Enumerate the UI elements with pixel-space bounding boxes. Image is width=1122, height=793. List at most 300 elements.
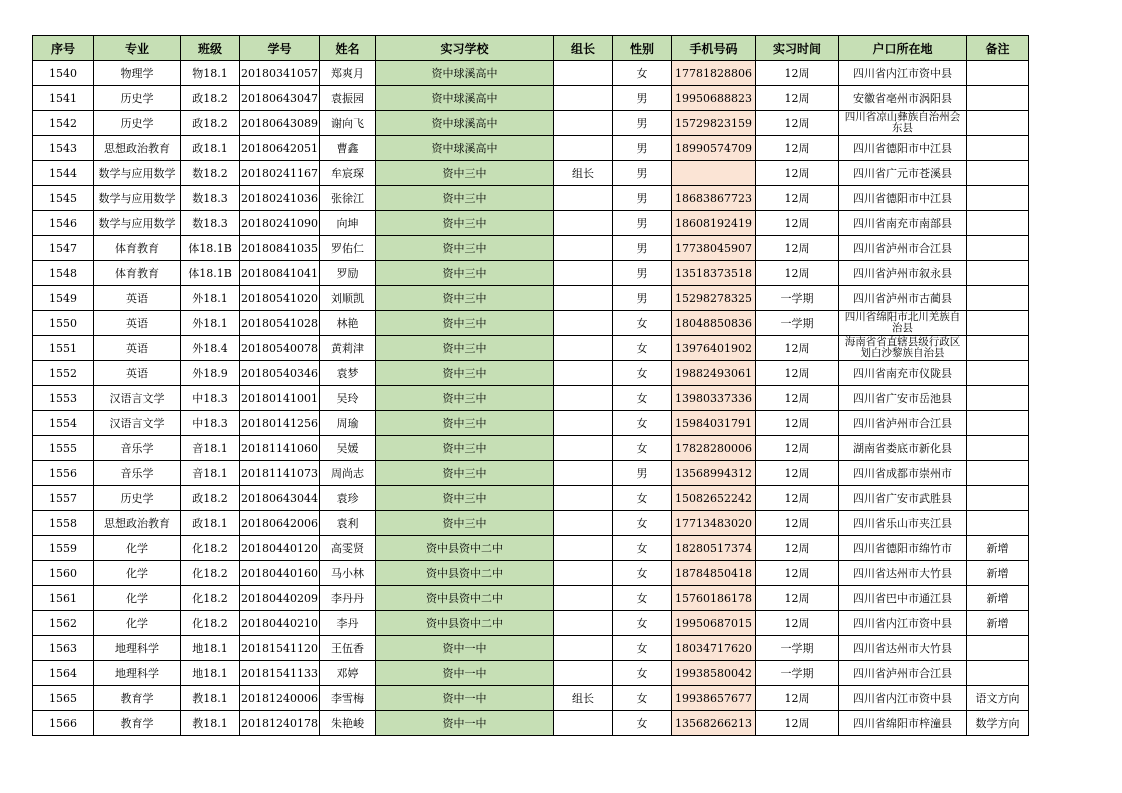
cell-index: 1562 — [33, 611, 94, 636]
cell-index: 1547 — [33, 236, 94, 261]
cell-major: 教育学 — [94, 711, 181, 736]
cell-phone: 18608192419 — [671, 211, 755, 236]
cell-leader — [553, 361, 612, 386]
cell-index: 1566 — [33, 711, 94, 736]
cell-gender: 女 — [612, 511, 671, 536]
cell-student-id: 20180841035 — [240, 236, 320, 261]
cell-student-id: 20180440160 — [240, 561, 320, 586]
header-cell-gender: 性别 — [612, 36, 671, 61]
cell-leader — [553, 586, 612, 611]
cell-class: 政18.2 — [181, 86, 240, 111]
cell-class: 外18.4 — [181, 336, 240, 361]
cell-phone: 17713483020 — [671, 511, 755, 536]
cell-remark — [966, 361, 1028, 386]
cell-name: 牟宸琛 — [319, 161, 375, 186]
cell-leader — [553, 711, 612, 736]
cell-remark: 数学方向 — [966, 711, 1028, 736]
cell-student-id: 20181141060 — [240, 436, 320, 461]
cell-class: 政18.2 — [181, 111, 240, 136]
cell-student-id: 20180141256 — [240, 411, 320, 436]
cell-class: 政18.1 — [181, 511, 240, 536]
cell-index: 1560 — [33, 561, 94, 586]
cell-leader — [553, 186, 612, 211]
cell-student-id: 20180241036 — [240, 186, 320, 211]
header-cell-leader: 组长 — [553, 36, 612, 61]
cell-phone: 19950688823 — [671, 86, 755, 111]
cell-duration: 一学期 — [755, 286, 838, 311]
cell-phone: 18048850836 — [671, 311, 755, 336]
cell-phone — [671, 161, 755, 186]
cell-major: 历史学 — [94, 111, 181, 136]
cell-school: 资中三中 — [375, 361, 553, 386]
cell-major: 汉语言文学 — [94, 411, 181, 436]
table-row — [33, 386, 1029, 411]
cell-gender: 女 — [612, 361, 671, 386]
cell-gender: 女 — [612, 61, 671, 86]
cell-leader — [553, 486, 612, 511]
cell-phone: 17738045907 — [671, 236, 755, 261]
cell-remark: 新增 — [966, 536, 1028, 561]
cell-leader — [553, 636, 612, 661]
cell-duration: 12周 — [755, 561, 838, 586]
cell-name: 袁利 — [319, 511, 375, 536]
table-row — [33, 186, 1029, 211]
cell-leader — [553, 61, 612, 86]
cell-hometown: 四川省南充市仪陇县 — [838, 361, 966, 386]
cell-phone: 18034717620 — [671, 636, 755, 661]
cell-index: 1551 — [33, 336, 94, 361]
cell-remark — [966, 236, 1028, 261]
cell-index: 1554 — [33, 411, 94, 436]
table-row — [33, 161, 1029, 186]
cell-gender: 女 — [612, 436, 671, 461]
cell-major: 历史学 — [94, 86, 181, 111]
cell-duration: 12周 — [755, 361, 838, 386]
cell-index: 1540 — [33, 61, 94, 86]
cell-major: 思想政治教育 — [94, 136, 181, 161]
header-cell-hometown: 户口所在地 — [838, 36, 966, 61]
cell-name: 李丹丹 — [319, 586, 375, 611]
table-row — [33, 61, 1029, 86]
cell-hometown: 四川省南充市南部县 — [838, 211, 966, 236]
table-row — [33, 486, 1029, 511]
cell-major: 化学 — [94, 586, 181, 611]
cell-class: 音18.1 — [181, 461, 240, 486]
cell-leader — [553, 611, 612, 636]
cell-hometown: 四川省德阳市中江县 — [838, 186, 966, 211]
cell-hometown: 四川省泸州市古蔺县 — [838, 286, 966, 311]
cell-class: 外18.1 — [181, 311, 240, 336]
cell-hometown: 海南省省直辖县级行政区划白沙黎族自治县 — [838, 336, 966, 361]
cell-hometown: 四川省内江市资中县 — [838, 61, 966, 86]
cell-major: 数学与应用数学 — [94, 186, 181, 211]
cell-name: 罗励 — [319, 261, 375, 286]
cell-class: 地18.1 — [181, 636, 240, 661]
cell-student-id: 20181240006 — [240, 686, 320, 711]
cell-student-id: 20180440209 — [240, 586, 320, 611]
header-cell-name: 姓名 — [319, 36, 375, 61]
header-cell-class: 班级 — [181, 36, 240, 61]
cell-gender: 女 — [612, 611, 671, 636]
cell-student-id: 20180643089 — [240, 111, 320, 136]
cell-school: 资中球溪高中 — [375, 86, 553, 111]
cell-class: 体18.1B — [181, 261, 240, 286]
table-row — [33, 86, 1029, 111]
cell-duration: 12周 — [755, 436, 838, 461]
table-row — [33, 111, 1029, 136]
cell-hometown: 四川省成都市崇州市 — [838, 461, 966, 486]
cell-leader — [553, 411, 612, 436]
cell-index: 1543 — [33, 136, 94, 161]
cell-major: 体育教育 — [94, 236, 181, 261]
cell-gender: 男 — [612, 461, 671, 486]
cell-school: 资中三中 — [375, 311, 553, 336]
cell-gender: 男 — [612, 86, 671, 111]
cell-index: 1545 — [33, 186, 94, 211]
cell-school: 资中三中 — [375, 411, 553, 436]
cell-duration: 一学期 — [755, 661, 838, 686]
cell-gender: 女 — [612, 336, 671, 361]
cell-remark — [966, 186, 1028, 211]
cell-student-id: 20181141073 — [240, 461, 320, 486]
cell-phone: 15760186178 — [671, 586, 755, 611]
cell-name: 郑爽月 — [319, 61, 375, 86]
cell-class: 物18.1 — [181, 61, 240, 86]
cell-student-id: 20180241167 — [240, 161, 320, 186]
cell-remark — [966, 311, 1028, 336]
table-row — [33, 611, 1029, 636]
table-row — [33, 461, 1029, 486]
cell-hometown: 四川省广元市苍溪县 — [838, 161, 966, 186]
student-internship-table — [32, 35, 1029, 736]
table-row — [33, 136, 1029, 161]
cell-major: 音乐学 — [94, 461, 181, 486]
cell-hometown: 四川省凉山彝族自治州会东县 — [838, 111, 966, 136]
cell-duration: 12周 — [755, 61, 838, 86]
cell-class: 化18.2 — [181, 586, 240, 611]
cell-remark: 新增 — [966, 611, 1028, 636]
cell-phone: 19950687015 — [671, 611, 755, 636]
cell-hometown: 四川省绵阳市北川羌族自治县 — [838, 311, 966, 336]
cell-hometown: 四川省内江市资中县 — [838, 611, 966, 636]
table-row — [33, 286, 1029, 311]
cell-duration: 12周 — [755, 511, 838, 536]
cell-leader: 组长 — [553, 161, 612, 186]
cell-index: 1546 — [33, 211, 94, 236]
cell-school: 资中一中 — [375, 636, 553, 661]
cell-school: 资中三中 — [375, 436, 553, 461]
cell-student-id: 20180643044 — [240, 486, 320, 511]
cell-student-id: 20180440210 — [240, 611, 320, 636]
cell-name: 周尚志 — [319, 461, 375, 486]
cell-school: 资中三中 — [375, 286, 553, 311]
table-row — [33, 711, 1029, 736]
cell-major: 音乐学 — [94, 436, 181, 461]
cell-leader — [553, 386, 612, 411]
cell-leader — [553, 461, 612, 486]
cell-remark — [966, 161, 1028, 186]
cell-duration: 12周 — [755, 611, 838, 636]
cell-leader: 组长 — [553, 686, 612, 711]
cell-name: 吴玲 — [319, 386, 375, 411]
cell-phone: 13568994312 — [671, 461, 755, 486]
cell-remark — [966, 86, 1028, 111]
cell-phone: 15298278325 — [671, 286, 755, 311]
cell-hometown: 湖南省娄底市新化县 — [838, 436, 966, 461]
cell-duration: 12周 — [755, 86, 838, 111]
cell-name: 曹鑫 — [319, 136, 375, 161]
cell-index: 1556 — [33, 461, 94, 486]
cell-index: 1549 — [33, 286, 94, 311]
table-row — [33, 686, 1029, 711]
cell-leader — [553, 536, 612, 561]
cell-name: 黄莉津 — [319, 336, 375, 361]
cell-phone: 19938657677 — [671, 686, 755, 711]
table-row — [33, 536, 1029, 561]
cell-phone: 17828280006 — [671, 436, 755, 461]
cell-gender: 女 — [612, 561, 671, 586]
cell-name: 袁振园 — [319, 86, 375, 111]
cell-class: 中18.3 — [181, 386, 240, 411]
cell-school: 资中球溪高中 — [375, 111, 553, 136]
cell-class: 中18.3 — [181, 411, 240, 436]
cell-gender: 男 — [612, 286, 671, 311]
cell-major: 英语 — [94, 361, 181, 386]
cell-student-id: 20180540078 — [240, 336, 320, 361]
cell-class: 化18.2 — [181, 611, 240, 636]
cell-gender: 男 — [612, 261, 671, 286]
cell-duration: 12周 — [755, 711, 838, 736]
cell-remark — [966, 61, 1028, 86]
cell-index: 1565 — [33, 686, 94, 711]
cell-leader — [553, 561, 612, 586]
cell-gender: 女 — [612, 536, 671, 561]
cell-index: 1561 — [33, 586, 94, 611]
table-row — [33, 236, 1029, 261]
cell-major: 化学 — [94, 611, 181, 636]
cell-hometown: 四川省达州市大竹县 — [838, 636, 966, 661]
cell-major: 化学 — [94, 561, 181, 586]
cell-duration: 12周 — [755, 236, 838, 261]
cell-phone: 18683867723 — [671, 186, 755, 211]
cell-class: 数18.3 — [181, 211, 240, 236]
cell-name: 马小林 — [319, 561, 375, 586]
header-row — [33, 36, 1029, 61]
cell-remark — [966, 336, 1028, 361]
cell-major: 教育学 — [94, 686, 181, 711]
cell-major: 地理科学 — [94, 636, 181, 661]
cell-index: 1555 — [33, 436, 94, 461]
cell-phone: 18280517374 — [671, 536, 755, 561]
cell-remark — [966, 136, 1028, 161]
cell-class: 教18.1 — [181, 686, 240, 711]
table-row — [33, 311, 1029, 336]
table-row — [33, 336, 1029, 361]
cell-remark — [966, 511, 1028, 536]
cell-name: 邓婷 — [319, 661, 375, 686]
cell-hometown: 四川省泸州市合江县 — [838, 661, 966, 686]
cell-leader — [553, 261, 612, 286]
cell-gender: 女 — [612, 486, 671, 511]
cell-student-id: 20180241090 — [240, 211, 320, 236]
cell-class: 体18.1B — [181, 236, 240, 261]
cell-leader — [553, 86, 612, 111]
cell-remark — [966, 261, 1028, 286]
cell-index: 1548 — [33, 261, 94, 286]
cell-school: 资中球溪高中 — [375, 61, 553, 86]
header-cell-remark: 备注 — [966, 36, 1028, 61]
cell-hometown: 四川省广安市武胜县 — [838, 486, 966, 511]
cell-index: 1553 — [33, 386, 94, 411]
cell-phone: 18990574709 — [671, 136, 755, 161]
cell-class: 音18.1 — [181, 436, 240, 461]
cell-name: 林艳 — [319, 311, 375, 336]
cell-phone: 19882493061 — [671, 361, 755, 386]
cell-duration: 12周 — [755, 536, 838, 561]
cell-school: 资中三中 — [375, 461, 553, 486]
table-row — [33, 661, 1029, 686]
header-cell-student-id: 学号 — [240, 36, 320, 61]
cell-leader — [553, 311, 612, 336]
cell-school: 资中县资中二中 — [375, 536, 553, 561]
cell-student-id: 20180643047 — [240, 86, 320, 111]
cell-duration: 12周 — [755, 161, 838, 186]
cell-index: 1558 — [33, 511, 94, 536]
cell-index: 1544 — [33, 161, 94, 186]
cell-hometown: 四川省德阳市绵竹市 — [838, 536, 966, 561]
cell-leader — [553, 511, 612, 536]
cell-student-id: 20180642006 — [240, 511, 320, 536]
cell-index: 1542 — [33, 111, 94, 136]
cell-duration: 12周 — [755, 586, 838, 611]
cell-phone: 13568266213 — [671, 711, 755, 736]
cell-index: 1557 — [33, 486, 94, 511]
cell-index: 1559 — [33, 536, 94, 561]
cell-class: 地18.1 — [181, 661, 240, 686]
cell-gender: 男 — [612, 161, 671, 186]
cell-gender: 女 — [612, 711, 671, 736]
cell-school: 资中三中 — [375, 386, 553, 411]
cell-remark — [966, 411, 1028, 436]
cell-major: 英语 — [94, 286, 181, 311]
cell-class: 数18.3 — [181, 186, 240, 211]
cell-name: 吴媛 — [319, 436, 375, 461]
cell-name: 刘顺凯 — [319, 286, 375, 311]
cell-leader — [553, 111, 612, 136]
cell-duration: 12周 — [755, 686, 838, 711]
cell-duration: 12周 — [755, 136, 838, 161]
cell-school: 资中球溪高中 — [375, 136, 553, 161]
cell-phone: 15729823159 — [671, 111, 755, 136]
cell-school: 资中县资中二中 — [375, 586, 553, 611]
table-row — [33, 361, 1029, 386]
cell-major: 历史学 — [94, 486, 181, 511]
cell-duration: 12周 — [755, 186, 838, 211]
cell-leader — [553, 661, 612, 686]
table-row — [33, 586, 1029, 611]
header-cell-phone: 手机号码 — [671, 36, 755, 61]
cell-phone: 18784850418 — [671, 561, 755, 586]
cell-major: 数学与应用数学 — [94, 211, 181, 236]
cell-duration: 一学期 — [755, 311, 838, 336]
cell-hometown: 四川省巴中市通江县 — [838, 586, 966, 611]
cell-student-id: 20180341057 — [240, 61, 320, 86]
cell-school: 资中三中 — [375, 261, 553, 286]
cell-remark — [966, 661, 1028, 686]
cell-remark: 新增 — [966, 561, 1028, 586]
cell-gender: 女 — [612, 586, 671, 611]
cell-name: 罗佑仁 — [319, 236, 375, 261]
cell-major: 英语 — [94, 336, 181, 361]
cell-name: 袁珍 — [319, 486, 375, 511]
cell-phone: 13980337336 — [671, 386, 755, 411]
cell-hometown: 四川省广安市岳池县 — [838, 386, 966, 411]
cell-duration: 12周 — [755, 486, 838, 511]
cell-class: 化18.2 — [181, 561, 240, 586]
cell-gender: 女 — [612, 311, 671, 336]
header-cell-school: 实习学校 — [375, 36, 553, 61]
cell-hometown: 四川省乐山市夹江县 — [838, 511, 966, 536]
cell-class: 化18.2 — [181, 536, 240, 561]
header-cell-duration: 实习时间 — [755, 36, 838, 61]
cell-hometown: 四川省德阳市中江县 — [838, 136, 966, 161]
cell-leader — [553, 336, 612, 361]
cell-student-id: 20181541133 — [240, 661, 320, 686]
cell-school: 资中三中 — [375, 486, 553, 511]
cell-phone: 19938580042 — [671, 661, 755, 686]
cell-remark — [966, 211, 1028, 236]
cell-phone: 13976401902 — [671, 336, 755, 361]
cell-class: 教18.1 — [181, 711, 240, 736]
cell-remark — [966, 486, 1028, 511]
cell-name: 李丹 — [319, 611, 375, 636]
cell-class: 外18.9 — [181, 361, 240, 386]
cell-leader — [553, 236, 612, 261]
cell-leader — [553, 436, 612, 461]
header-cell-index: 序号 — [33, 36, 94, 61]
cell-duration: 12周 — [755, 461, 838, 486]
cell-school: 资中三中 — [375, 186, 553, 211]
cell-major: 汉语言文学 — [94, 386, 181, 411]
cell-school: 资中县资中二中 — [375, 561, 553, 586]
cell-student-id: 20180841041 — [240, 261, 320, 286]
cell-gender: 女 — [612, 411, 671, 436]
cell-gender: 男 — [612, 136, 671, 161]
cell-student-id: 20181541120 — [240, 636, 320, 661]
cell-major: 地理科学 — [94, 661, 181, 686]
cell-gender: 男 — [612, 111, 671, 136]
cell-hometown: 四川省泸州市叙永县 — [838, 261, 966, 286]
cell-remark — [966, 111, 1028, 136]
cell-duration: 12周 — [755, 386, 838, 411]
table-row — [33, 411, 1029, 436]
cell-school: 资中三中 — [375, 511, 553, 536]
cell-duration: 一学期 — [755, 636, 838, 661]
cell-major: 思想政治教育 — [94, 511, 181, 536]
cell-school: 资中三中 — [375, 336, 553, 361]
cell-name: 李雪梅 — [319, 686, 375, 711]
cell-student-id: 20180541020 — [240, 286, 320, 311]
table-row — [33, 636, 1029, 661]
cell-name: 朱艳峻 — [319, 711, 375, 736]
cell-index: 1563 — [33, 636, 94, 661]
cell-hometown: 四川省内江市资中县 — [838, 686, 966, 711]
cell-remark — [966, 436, 1028, 461]
table-row — [33, 261, 1029, 286]
cell-hometown: 安徽省亳州市涡阳县 — [838, 86, 966, 111]
cell-gender: 男 — [612, 186, 671, 211]
cell-hometown: 四川省绵阳市梓潼县 — [838, 711, 966, 736]
